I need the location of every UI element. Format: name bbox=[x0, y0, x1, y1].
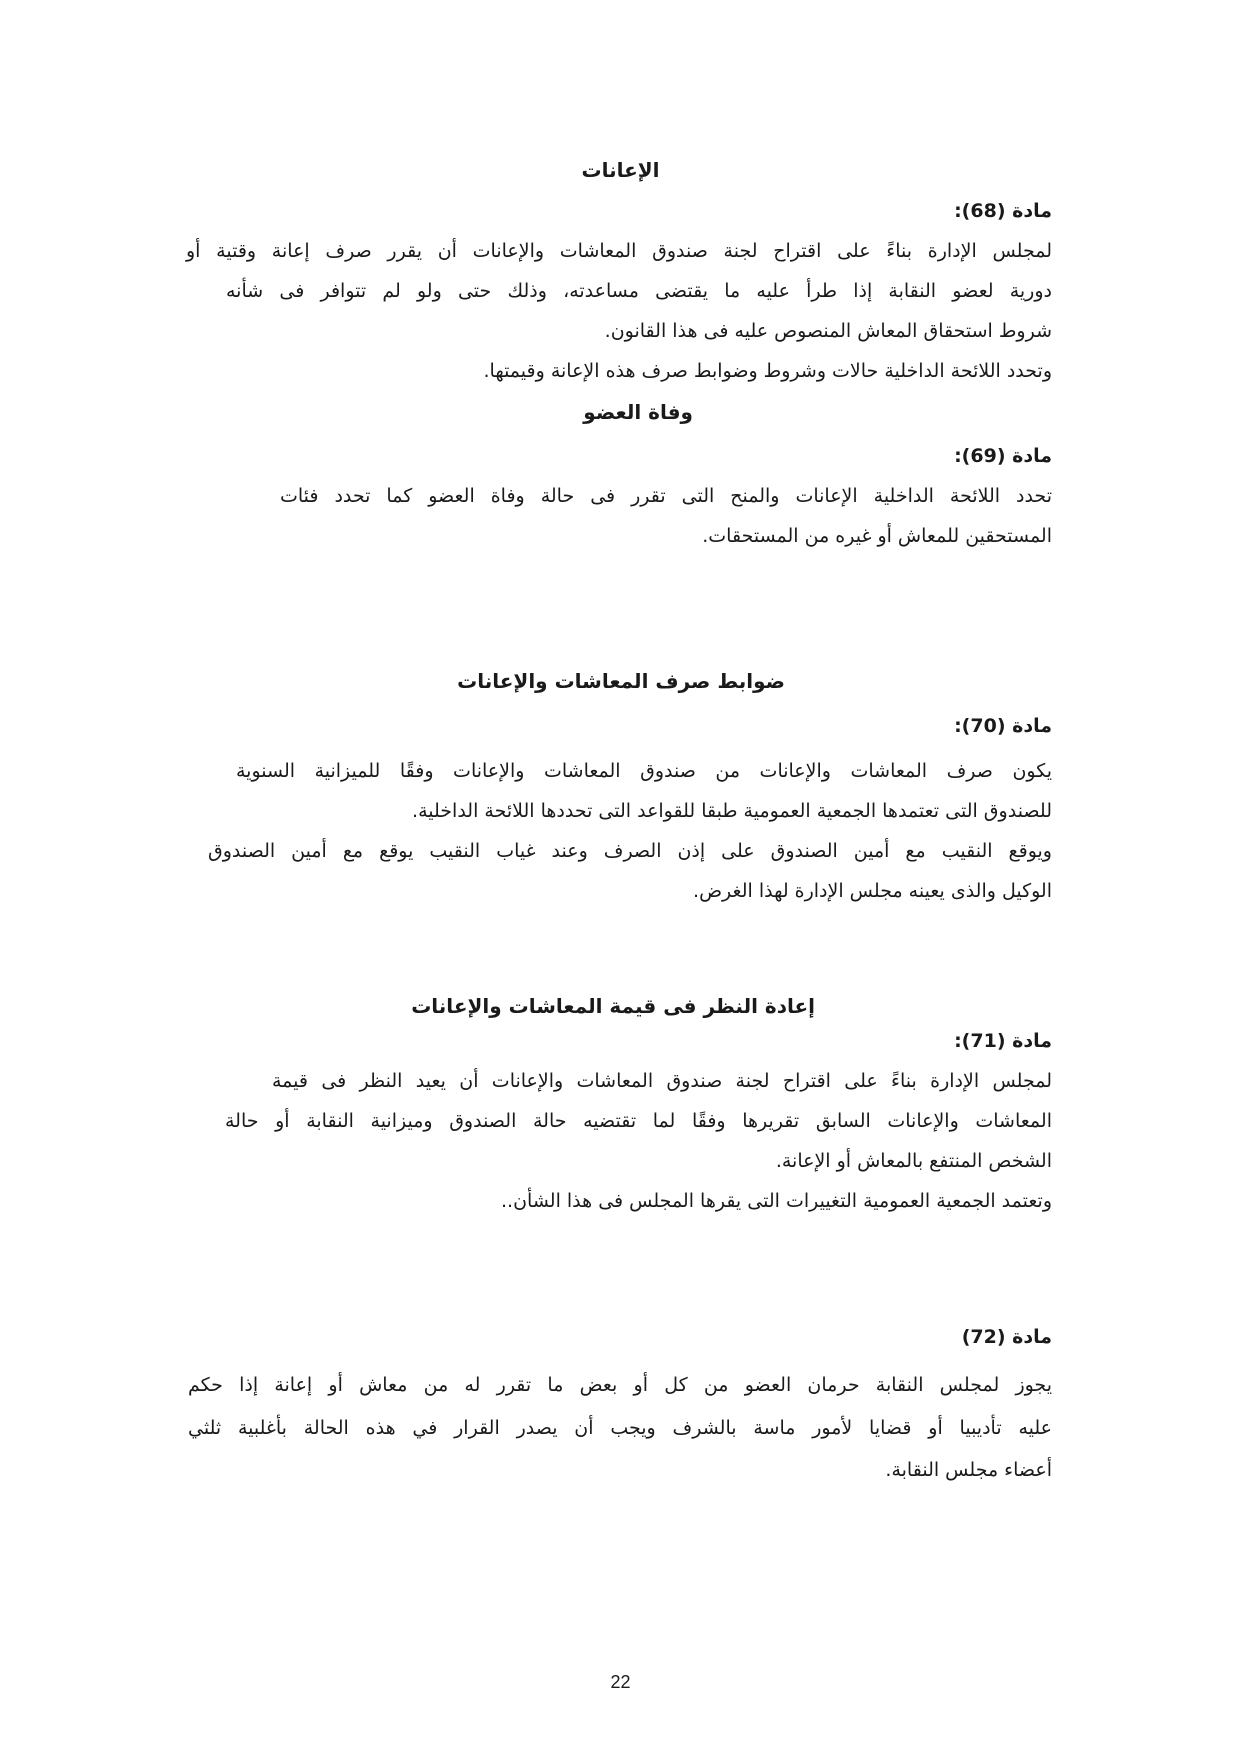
article-line: عليه تأديبيا أو قضايا لأمور ماسة بالشرف ويجب أن يصدر القرار في هذه الحالة بأغلبية ثلثي bbox=[188, 1417, 1052, 1439]
article-line: تحدد اللائحة الداخلية الإعانات والمنح التى تقرر فى حالة وفاة العضو كما تحدد فئات bbox=[280, 485, 1052, 507]
article-line: لمجلس الإدارة بناءً على اقتراح لجنة صندوق المعاشات والإعانات أن يعيد النظر فى قيمة bbox=[272, 1070, 1052, 1092]
article-line: وتعتمد الجمعية العمومية التغييرات التى يقرها المجلس فى هذا الشأن.. bbox=[501, 1190, 1052, 1212]
article-line: وتحدد اللائحة الداخلية حالات وشروط وضوابط صرف هذه الإعانة وقيمتها. bbox=[483, 360, 1052, 382]
article-line: دورية لعضو النقابة إذا طرأ عليه ما يقتضى مساعدته، وذلك حتى ولو لم تتوافر فى شأنه bbox=[226, 280, 1052, 302]
article-line: شروط استحقاق المعاش المنصوص عليه فى هذا القانون. bbox=[604, 320, 1052, 342]
article-line: أعضاء مجلس النقابة. bbox=[885, 1459, 1052, 1481]
section-heading: الإعانات bbox=[581, 158, 660, 182]
section-heading: ضوابط صرف المعاشات والإعانات bbox=[457, 669, 785, 693]
article-line: للصندوق التى تعتمدها الجمعية العمومية طبقا للقواعد التى تحددها اللائحة الداخلية. bbox=[412, 800, 1052, 822]
article-line: المستحقين للمعاش أو غيره من المستحقات. bbox=[702, 525, 1052, 547]
article-line: الشخص المنتفع بالمعاش أو الإعانة. bbox=[775, 1150, 1052, 1172]
article-number: مادة (68): bbox=[954, 200, 1052, 222]
article-number: مادة (72) bbox=[961, 1326, 1052, 1348]
article-line: ويوقع النقيب مع أمين الصندوق على إذن الصرف وعند غياب النقيب يوقع مع أمين الصندوق bbox=[208, 840, 1052, 862]
article-number: مادة (71): bbox=[954, 1030, 1052, 1052]
article-line: يكون صرف المعاشات والإعانات من صندوق المعاشات والإعانات وفقًا للميزانية السنوية bbox=[236, 760, 1052, 782]
article-line: يجوز لمجلس النقابة حرمان العضو من كل أو بعض ما تقرر له من معاش أو إعانة إذا حكم bbox=[188, 1374, 1052, 1396]
section-heading: وفاة العضو bbox=[583, 400, 693, 424]
page-number: 22 bbox=[610, 1672, 631, 1692]
section-heading: إعادة النظر فى قيمة المعاشات والإعانات bbox=[411, 994, 815, 1018]
article-number: مادة (69): bbox=[954, 445, 1052, 467]
article-line: الوكيل والذى يعينه مجلس الإدارة لهذا الغرض. bbox=[693, 880, 1052, 902]
article-number: مادة (70): bbox=[954, 715, 1052, 737]
article-line: المعاشات والإعانات السابق تقريرها وفقًا لما تقتضيه حالة الصندوق وميزانية النقابة أو حالة bbox=[225, 1110, 1052, 1132]
article-line: لمجلس الإدارة بناءً على اقتراح لجنة صندوق المعاشات والإعانات أن يقرر صرف إعانة وقتية أو bbox=[186, 240, 1052, 262]
